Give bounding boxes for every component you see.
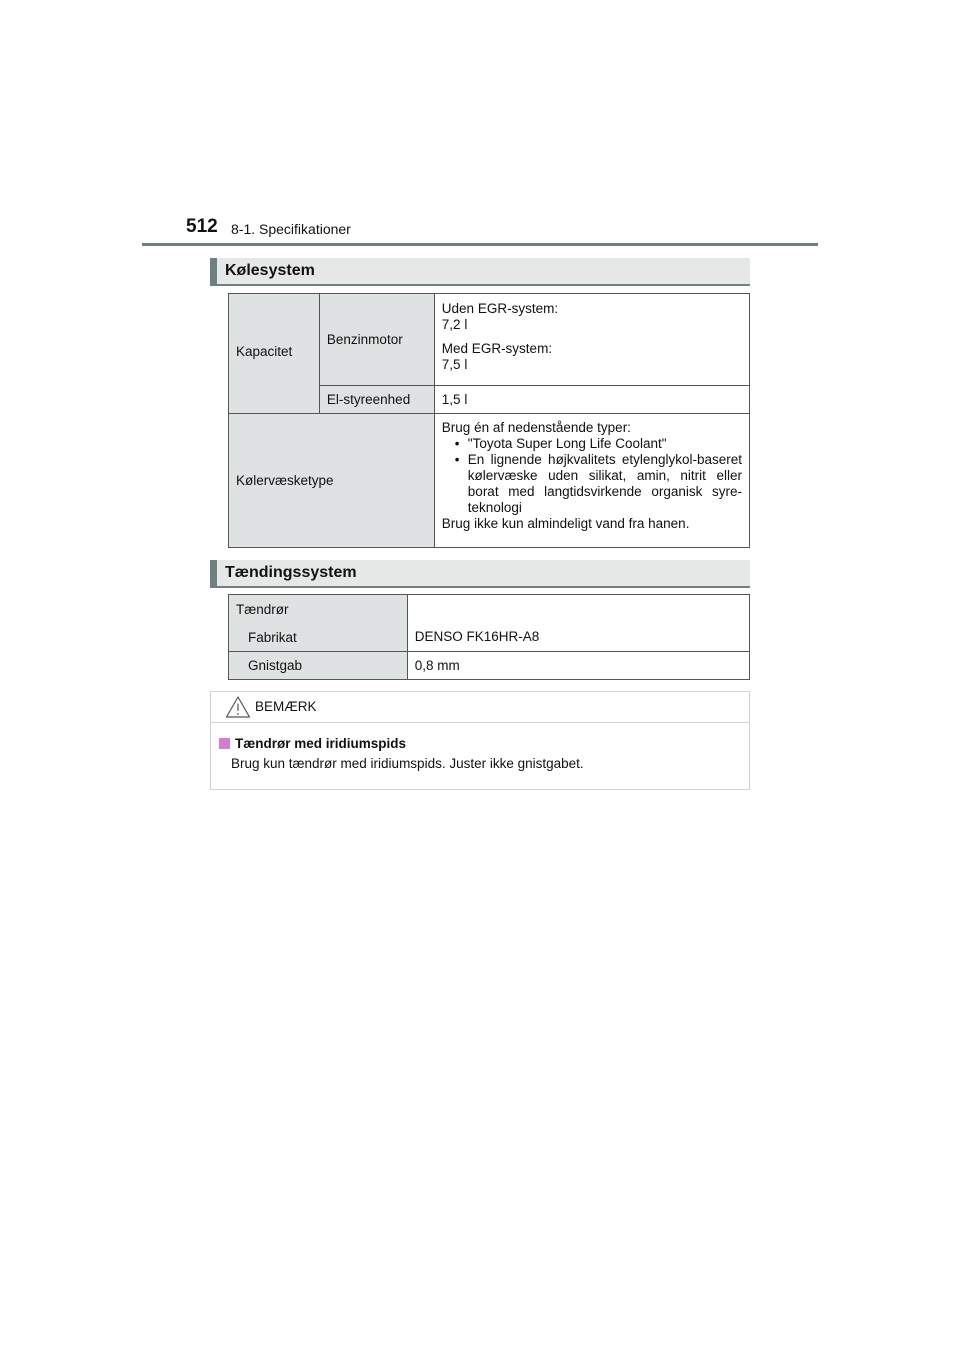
coolant-label: Kølervæsketype <box>236 472 334 488</box>
make-value-cell <box>407 595 749 652</box>
capacity-label: Kapacitet <box>236 343 293 359</box>
no-egr-block <box>442 301 742 333</box>
square-bullet-icon <box>219 738 230 749</box>
notice-header <box>211 692 749 723</box>
make-value: DENSO FK16HR-A8 <box>414 629 540 644</box>
coolant-intro: Brug én af nedenstående typer: <box>441 420 631 435</box>
gap-label: Gnistgab <box>248 657 303 673</box>
engine-capacity-cell <box>434 294 749 386</box>
no-egr-value: 7,2 l <box>441 317 468 332</box>
notice-subheading <box>219 736 406 751</box>
table-row <box>229 414 750 548</box>
notice-subheading-text: Tændrør med iridiumspids <box>235 736 407 751</box>
egr-label: Med EGR-system: <box>441 341 553 356</box>
list-item: • "Toyota Super Long Life Coolant" <box>442 436 742 452</box>
egr-block <box>442 341 742 373</box>
warning-triangle-icon <box>225 695 251 719</box>
gap-value: 0,8 mm <box>414 657 460 673</box>
heading-bar <box>210 560 217 586</box>
page-number: 512 <box>186 216 218 237</box>
header-divider <box>142 243 818 246</box>
ecu-label: El-styreenhed <box>326 391 411 407</box>
cooling-spec-table <box>228 293 750 548</box>
ecu-value-cell <box>434 386 749 414</box>
table-row <box>229 294 750 386</box>
ignition-section-heading <box>210 560 750 588</box>
gap-label-cell <box>229 652 408 680</box>
spark-plug-label: Tændrør <box>236 602 289 617</box>
ecu-label-cell <box>319 386 434 414</box>
coolant-warning: Brug ikke kun almindeligt vand fra hanen. <box>441 516 690 531</box>
cooling-heading-text: Kølesystem <box>225 262 315 279</box>
ignition-heading-text: Tændingssystem <box>225 564 357 581</box>
coolant-label-cell <box>229 414 435 548</box>
notice-text: Brug kun tændrør med iridiumspids. Juster ikke gnistgabet. <box>231 756 584 771</box>
notice-title: BEMÆRK <box>255 699 317 714</box>
cooling-section-heading <box>210 258 750 286</box>
coolant-type-list <box>442 436 742 516</box>
notice-box <box>210 691 750 790</box>
capacity-label-cell <box>229 294 320 414</box>
ignition-spec-table <box>228 594 750 680</box>
gap-value-cell <box>407 652 749 680</box>
engine-label-cell <box>319 294 434 386</box>
egr-value: 7,5 l <box>441 357 468 372</box>
no-egr-label: Uden EGR-system: <box>441 301 559 316</box>
make-label: Fabrikat <box>248 630 297 645</box>
table-row <box>229 595 750 652</box>
list-item: • En lignende højkvalitets etylenglykol-baseret kølervæske uden silikat, amin, nitrit eller borat med langtidsvirkende organisk syre-teknologi <box>442 452 742 516</box>
spark-plug-label-cell <box>229 595 408 652</box>
ecu-value: 1,5 l <box>441 391 468 407</box>
engine-label: Benzinmotor <box>326 332 403 347</box>
section-title: 8-1. Specifikationer <box>231 221 351 237</box>
table-row <box>229 652 750 680</box>
coolant-type-cell <box>434 414 749 548</box>
heading-bar <box>210 258 217 284</box>
